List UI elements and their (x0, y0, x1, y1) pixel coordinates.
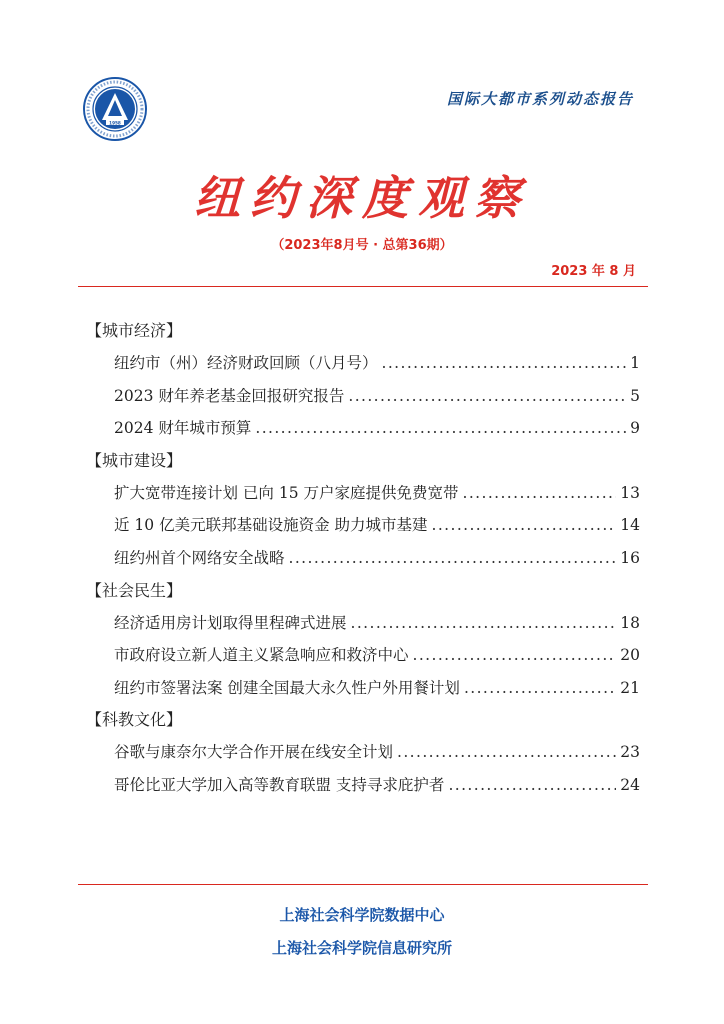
publisher-line-2: 上海社会科学院信息研究所 (271, 939, 452, 957)
toc-entry[interactable] (114, 417, 640, 439)
dot-leader (351, 612, 617, 634)
toc-entry-title: 2024 财年城市预算 (114, 419, 252, 438)
publication-date: 2023 年 8 月 (551, 264, 636, 279)
toc-entry-title: 纽约市（州）经济财政回顾（八月号） (114, 354, 378, 372)
issue-number: （2023年8月号 · 总第36期） (271, 238, 453, 253)
toc-entry-page: 14 (620, 516, 640, 535)
top-divider (78, 286, 648, 287)
toc-entry[interactable] (114, 612, 640, 634)
dot-leader (255, 417, 626, 439)
toc-entry-title: 2023 财年养老基金回报研究报告 (114, 386, 345, 405)
toc-entry-page: 5 (630, 386, 640, 405)
table-of-contents (86, 320, 640, 807)
institution-logo (82, 76, 148, 142)
dot-leader (464, 677, 616, 699)
section-title: 【城市建设】 (86, 450, 183, 470)
toc-entry[interactable] (114, 514, 640, 536)
toc-entry[interactable] (114, 644, 640, 666)
toc-entry-title: 经济适用房计划取得里程碑式进展 (114, 613, 347, 632)
toc-entry-page: 18 (620, 613, 640, 632)
dot-leader (463, 482, 617, 504)
toc-section (86, 450, 640, 569)
toc-entry-title: 哥伦比亚大学加入高等教育联盟 支持寻求庇护者 (114, 775, 445, 794)
toc-entry-title: 扩大宽带连接计划 已向 15 万户家庭提供免费宽带 (114, 483, 459, 502)
toc-entry-page: 16 (620, 548, 640, 567)
toc-entry[interactable] (114, 677, 640, 699)
series-label: 国际大都市系列动态报告 (446, 90, 634, 108)
section-title: 【城市经济】 (86, 321, 183, 340)
toc-entry[interactable] (114, 741, 640, 763)
toc-section (86, 580, 640, 699)
toc-entry-title: 谷歌与康奈尔大学合作开展在线安全计划 (114, 743, 394, 762)
toc-entry-page: 21 (620, 678, 640, 697)
toc-entry[interactable] (114, 547, 640, 569)
dot-leader (448, 774, 616, 796)
dot-leader (413, 644, 617, 666)
dot-leader (432, 514, 617, 536)
section-title: 【科教文化】 (86, 710, 183, 730)
toc-entry-page: 9 (630, 419, 640, 438)
publisher-line-1: 上海社会科学院数据中心 (279, 906, 445, 924)
toc-entry[interactable] (114, 385, 640, 407)
toc-entry-page: 24 (620, 775, 640, 794)
toc-entry-title: 市政府设立新人道主义紧急响应和救济中心 (114, 646, 409, 665)
dot-leader (289, 547, 617, 569)
toc-entry-title: 纽约州首个网络安全战略 (114, 548, 285, 567)
toc-entry-title: 近 10 亿美元联邦基础设施资金 助力城市基建 (114, 516, 428, 535)
dot-leader (397, 741, 616, 763)
toc-entry-page: 13 (620, 483, 640, 502)
toc-entry[interactable] (114, 774, 640, 796)
svg-text:1958: 1958 (109, 120, 121, 126)
toc-entry-page: 20 (620, 646, 640, 665)
bottom-divider (78, 884, 648, 885)
toc-entry-page: 1 (630, 354, 640, 372)
seal-icon (82, 76, 148, 142)
toc-entry[interactable] (114, 482, 640, 504)
dot-leader (382, 352, 627, 374)
toc-entry-page: 23 (620, 743, 640, 762)
toc-section (86, 320, 640, 439)
page-title: 纽约深度观察 (194, 171, 530, 225)
toc-section (86, 709, 640, 796)
dot-leader (348, 385, 626, 407)
toc-entry[interactable] (114, 352, 640, 374)
section-title: 【社会民生】 (86, 580, 183, 600)
toc-entry-title: 纽约市签署法案 创建全国最大永久性户外用餐计划 (114, 678, 460, 697)
